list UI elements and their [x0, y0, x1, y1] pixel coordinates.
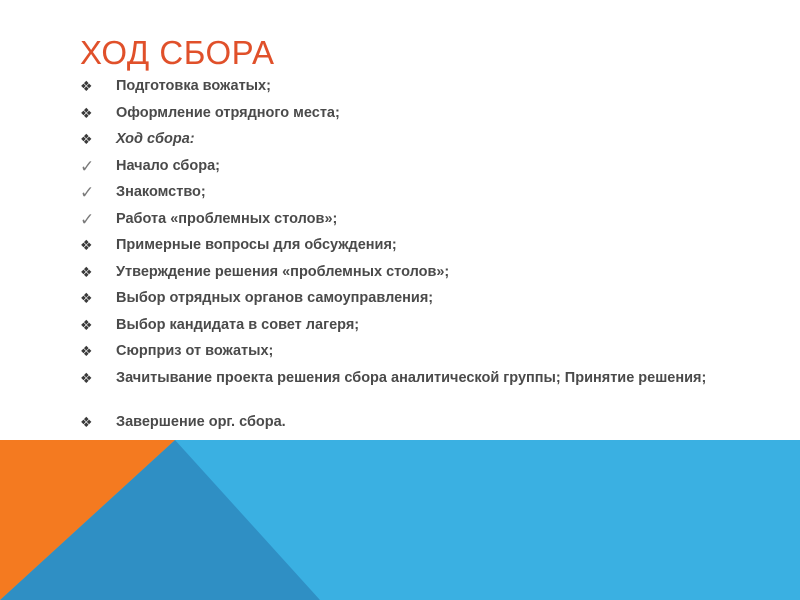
checkmark-bullet-icon: ✓	[80, 183, 95, 202]
list-item	[80, 343, 720, 370]
list-item-text: Утверждение решения «проблемных столов»;	[116, 263, 450, 280]
list-item-text: Выбор кандидата в совет лагеря;	[116, 316, 360, 333]
blue-dark-triangle-shape	[0, 440, 320, 600]
slide-title: ХОД СБОРА	[80, 34, 275, 71]
list-item	[80, 211, 720, 238]
list-item	[80, 184, 720, 211]
diamond-bullet-icon: ❖	[80, 316, 93, 333]
diamond-bullet-icon: ❖	[80, 131, 93, 147]
list-item	[80, 158, 720, 185]
orange-triangle-shape	[0, 440, 175, 600]
list-item-text: Начало сбора;	[116, 157, 220, 174]
list-item	[80, 290, 720, 317]
diamond-bullet-icon: ❖	[80, 290, 93, 306]
diamond-bullet-icon: ❖	[80, 369, 93, 386]
list-item-text: Сюрприз от вожатых;	[116, 343, 274, 359]
list-item	[80, 414, 720, 441]
list-item-text: Оформление отрядного места;	[116, 104, 340, 121]
list-item	[80, 370, 720, 414]
checkmark-bullet-icon: ✓	[80, 209, 95, 229]
list-item	[80, 264, 720, 291]
list-item-text: Подготовка вожатых;	[116, 78, 271, 94]
diamond-bullet-icon: ❖	[80, 263, 93, 280]
diamond-bullet-icon: ❖	[80, 237, 93, 253]
diamond-bullet-icon: ❖	[80, 104, 93, 121]
list-item-text: Примерные вопросы для обсуждения;	[116, 237, 397, 253]
blue-band-shape	[0, 440, 800, 600]
diamond-bullet-icon: ❖	[80, 413, 93, 430]
list-item	[80, 105, 720, 132]
checkmark-bullet-icon: ✓	[80, 156, 95, 176]
list-item	[80, 317, 720, 344]
list-item-text: Зачитывание проекта решения сбора аналитической группы; Принятие решения;	[116, 369, 707, 386]
diamond-bullet-icon: ❖	[80, 78, 93, 94]
list-item	[80, 237, 720, 264]
list-item-text: Работа «проблемных столов»;	[116, 210, 338, 227]
list-item-text: Выбор отрядных органов самоуправления;	[116, 290, 434, 306]
bullet-list	[80, 78, 720, 440]
list-item	[80, 78, 720, 105]
list-item-text: Ход сбора:	[116, 131, 195, 147]
list-item-text: Завершение орг. сбора.	[116, 413, 286, 430]
list-item-text: Знакомство;	[116, 184, 206, 200]
list-item	[80, 131, 720, 158]
diamond-bullet-icon: ❖	[80, 343, 93, 359]
